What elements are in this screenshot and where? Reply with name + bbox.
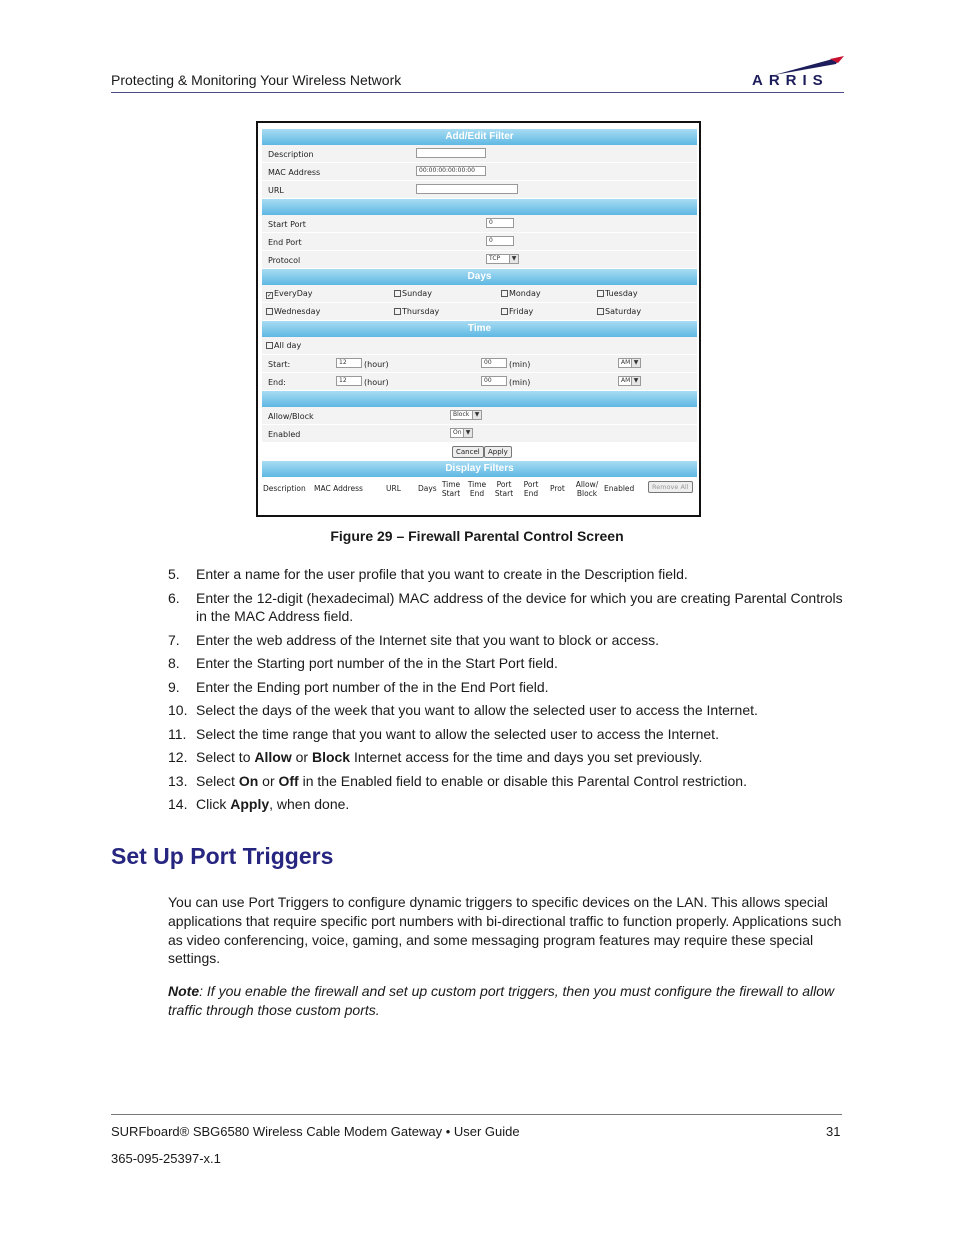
section-heading: Set Up Port Triggers — [111, 843, 334, 869]
ampm-value: AM — [621, 377, 631, 384]
step-text — [196, 749, 702, 765]
description-row — [262, 145, 697, 163]
days-band: Days — [262, 269, 697, 285]
allow-block-select[interactable] — [450, 410, 482, 420]
start-ampm-select[interactable] — [618, 358, 641, 368]
step-text: Select the time range that you want to allow the selected user to access the Internet. — [196, 725, 719, 742]
cancel-button[interactable]: Cancel — [452, 446, 484, 458]
col-description: Description — [263, 484, 306, 493]
end-port-label: End Port — [268, 238, 302, 247]
col-port-end: Port End — [523, 480, 539, 498]
step-text: Enter the 12-digit (hexadecimal) MAC address of the device for which you are creating Parental Controls in the MAC Address field. — [196, 589, 843, 624]
day-checkbox-monday[interactable] — [501, 289, 541, 298]
allow-block-row — [262, 407, 697, 425]
step-bold: Block — [311, 749, 351, 765]
checkbox-icon — [597, 308, 604, 315]
step-text-part: , when done. — [269, 796, 350, 812]
page-number: 31 — [826, 1124, 841, 1139]
step-text: Enter the Ending port number of the in the End Port field. — [196, 678, 549, 695]
col-port-start: Port Start — [494, 480, 514, 498]
col-prot: Prot — [550, 484, 565, 493]
checkbox-icon — [597, 290, 604, 297]
all-day-checkbox[interactable] — [266, 341, 301, 350]
step-bold: Allow — [254, 749, 292, 765]
day-checkbox-everyday[interactable] — [266, 289, 313, 299]
url-row — [262, 181, 697, 199]
list-item — [168, 725, 848, 744]
step-number: 7. — [168, 631, 180, 648]
day-label: Saturday — [605, 307, 642, 316]
day-label: Wednesday — [274, 307, 321, 316]
section-paragraph: You can use Port Triggers to configure dynamic triggers to specific devices on the LAN. This allows special applications that require specific port numbers with bi-directional traffic to function properly. Applications such as video conferencing, voice, gaming, and some messaging program features may require these special settings. — [168, 894, 842, 967]
day-checkbox-friday[interactable] — [501, 307, 533, 316]
enabled-row — [262, 425, 697, 443]
allow-block-value: Block — [453, 411, 470, 418]
display-filters-header — [262, 477, 697, 499]
chevron-down-icon: ▼ — [472, 411, 481, 419]
header-rule — [111, 92, 844, 93]
enabled-select[interactable] — [450, 428, 473, 438]
step-text-part: Internet access for the time and days you set previously. — [350, 749, 703, 765]
step-number: 13. — [168, 772, 188, 789]
checkbox-icon — [266, 308, 273, 315]
protocol-value: TCP — [489, 255, 501, 262]
end-ampm-select[interactable] — [618, 376, 641, 386]
logo-wordmark: ARRIS — [752, 72, 829, 89]
checkbox-icon — [501, 290, 508, 297]
chevron-down-icon: ▼ — [631, 359, 640, 367]
day-label: Tuesday — [605, 289, 638, 298]
url-label: URL — [268, 186, 284, 195]
day-label: Sunday — [402, 289, 432, 298]
col-time-end: Time End — [467, 480, 487, 498]
step-text-part: Select to — [196, 749, 255, 765]
end-time-label: End: — [268, 378, 286, 387]
mac-label: MAC Address — [268, 168, 321, 177]
start-time-row — [262, 355, 697, 373]
list-item — [168, 701, 848, 720]
step-text-part: or — [258, 772, 279, 789]
step-text-part: Select — [196, 772, 239, 789]
day-checkbox-saturday[interactable] — [597, 307, 641, 316]
end-port-row — [262, 233, 697, 251]
col-enabled: Enabled — [604, 484, 635, 493]
mac-row — [262, 163, 697, 181]
col-time-start: Time Start — [441, 480, 461, 498]
all-day-row — [262, 337, 697, 355]
checkbox-icon — [394, 308, 401, 315]
remove-all-button[interactable]: Remove All — [648, 481, 693, 493]
parental-control-screenshot — [256, 121, 701, 517]
step-bold: Apply — [230, 796, 270, 812]
protocol-row — [262, 251, 697, 269]
steps-list — [168, 565, 848, 819]
step-text: Select the days of the week that you want to allow the selected user to access the Internet. — [196, 702, 758, 718]
footer-rule — [111, 1114, 842, 1115]
chevron-down-icon: ▼ — [509, 255, 518, 263]
step-number: 12. — [168, 749, 188, 765]
url-input[interactable] — [416, 184, 518, 194]
protocol-label: Protocol — [268, 256, 301, 265]
chevron-down-icon: ▼ — [631, 377, 640, 385]
start-hour-input[interactable]: 12 — [336, 358, 362, 368]
step-number: 6. — [168, 589, 180, 606]
list-item — [168, 772, 848, 791]
note-label: Note — [168, 983, 200, 999]
ports-band — [262, 199, 697, 215]
step-text — [196, 796, 349, 812]
day-checkbox-wednesday[interactable] — [266, 307, 320, 316]
col-mac-address: MAC Address — [314, 484, 363, 493]
note — [168, 982, 843, 1020]
start-port-input[interactable]: 0 — [486, 218, 514, 228]
note-text: : If you enable the firewall and set up custom port triggers, then you must configure the firewall to allow traffic through those custom ports. — [168, 983, 835, 1018]
min-unit: (min) — [509, 378, 531, 387]
min-unit: (min) — [509, 360, 531, 369]
time-band: Time — [262, 321, 697, 337]
col-allow-block: Allow/ Block — [575, 480, 599, 498]
checkbox-icon — [266, 342, 273, 349]
start-time-label: Start: — [268, 360, 291, 369]
checkbox-icon — [394, 290, 401, 297]
start-port-row — [262, 215, 697, 233]
day-label: Monday — [509, 289, 541, 298]
day-label: Thursday — [402, 307, 440, 316]
list-item — [168, 654, 848, 673]
step-text: Enter the web address of the Internet site that you want to block or access. — [196, 631, 660, 648]
day-checkbox-thursday[interactable] — [394, 307, 439, 316]
step-text-part: in the Enabled field to enable or disable this Parental Control restriction. — [298, 772, 747, 789]
step-number: 14. — [168, 796, 188, 812]
end-time-row — [262, 373, 697, 391]
display-filters-band: Display Filters — [262, 461, 697, 477]
step-number: 11. — [168, 725, 187, 742]
col-days: Days — [418, 484, 437, 493]
list-item — [168, 795, 848, 814]
protocol-select[interactable] — [486, 254, 519, 264]
list-item — [168, 678, 848, 697]
end-port-input[interactable]: 0 — [486, 236, 514, 246]
list-item — [168, 748, 848, 767]
step-text: Enter the Starting port number of the in the Start Port field. — [196, 655, 558, 671]
days-row-1 — [262, 285, 697, 303]
step-bold: Off — [278, 772, 299, 789]
all-day-label: All day — [274, 341, 302, 350]
description-input[interactable] — [416, 148, 486, 158]
checkbox-icon — [501, 308, 508, 315]
apply-button[interactable]: Apply — [484, 446, 512, 458]
start-port-label: Start Port — [268, 220, 306, 229]
enabled-value: On — [453, 429, 462, 436]
step-number: 8. — [168, 655, 180, 671]
checkbox-checked-icon: ✓ — [267, 292, 273, 299]
step-number: 5. — [168, 566, 180, 582]
days-row-2 — [262, 303, 697, 321]
arris-logo — [752, 55, 845, 91]
day-checkbox-tuesday[interactable] — [597, 289, 638, 298]
ampm-value: AM — [621, 359, 631, 366]
button-row — [262, 443, 697, 461]
mac-input[interactable]: 00:00:00:00:00:00 — [416, 166, 486, 176]
step-text — [196, 773, 747, 789]
end-min-input[interactable]: 00 — [481, 376, 507, 386]
col-url: URL — [386, 484, 401, 493]
step-number: 10. — [168, 702, 188, 718]
hour-unit: (hour) — [364, 360, 389, 369]
description-label: Description — [268, 150, 314, 159]
list-item — [168, 565, 848, 584]
day-label: EveryDay — [274, 289, 313, 298]
list-item — [168, 589, 848, 626]
step-text-part: Click — [196, 796, 231, 812]
footer-product: SURFboard® SBG6580 Wireless Cable Modem Gateway • User Guide — [111, 1124, 520, 1139]
allow-block-label: Allow/Block — [268, 412, 314, 421]
day-checkbox-sunday[interactable] — [394, 289, 432, 298]
day-label: Friday — [509, 307, 534, 316]
actions-band — [262, 391, 697, 407]
document-number: 365-095-25397-x.1 — [111, 1151, 221, 1166]
start-min-input[interactable]: 00 — [481, 358, 507, 368]
step-bold: On — [238, 772, 259, 789]
figure-caption: Figure 29 – Firewall Parental Control Screen — [330, 528, 624, 544]
step-text: Enter a name for the user profile that you want to create in the Description field. — [196, 566, 688, 582]
running-header: Protecting & Monitoring Your Wireless Network — [111, 72, 402, 88]
add-edit-filter-band: Add/Edit Filter — [262, 129, 697, 145]
end-hour-input[interactable]: 12 — [336, 376, 362, 386]
chevron-down-icon: ▼ — [463, 429, 472, 437]
hour-unit: (hour) — [364, 378, 389, 387]
step-text-part: or — [291, 749, 312, 765]
enabled-label: Enabled — [268, 430, 301, 439]
step-number: 9. — [168, 678, 180, 695]
list-item — [168, 631, 848, 650]
